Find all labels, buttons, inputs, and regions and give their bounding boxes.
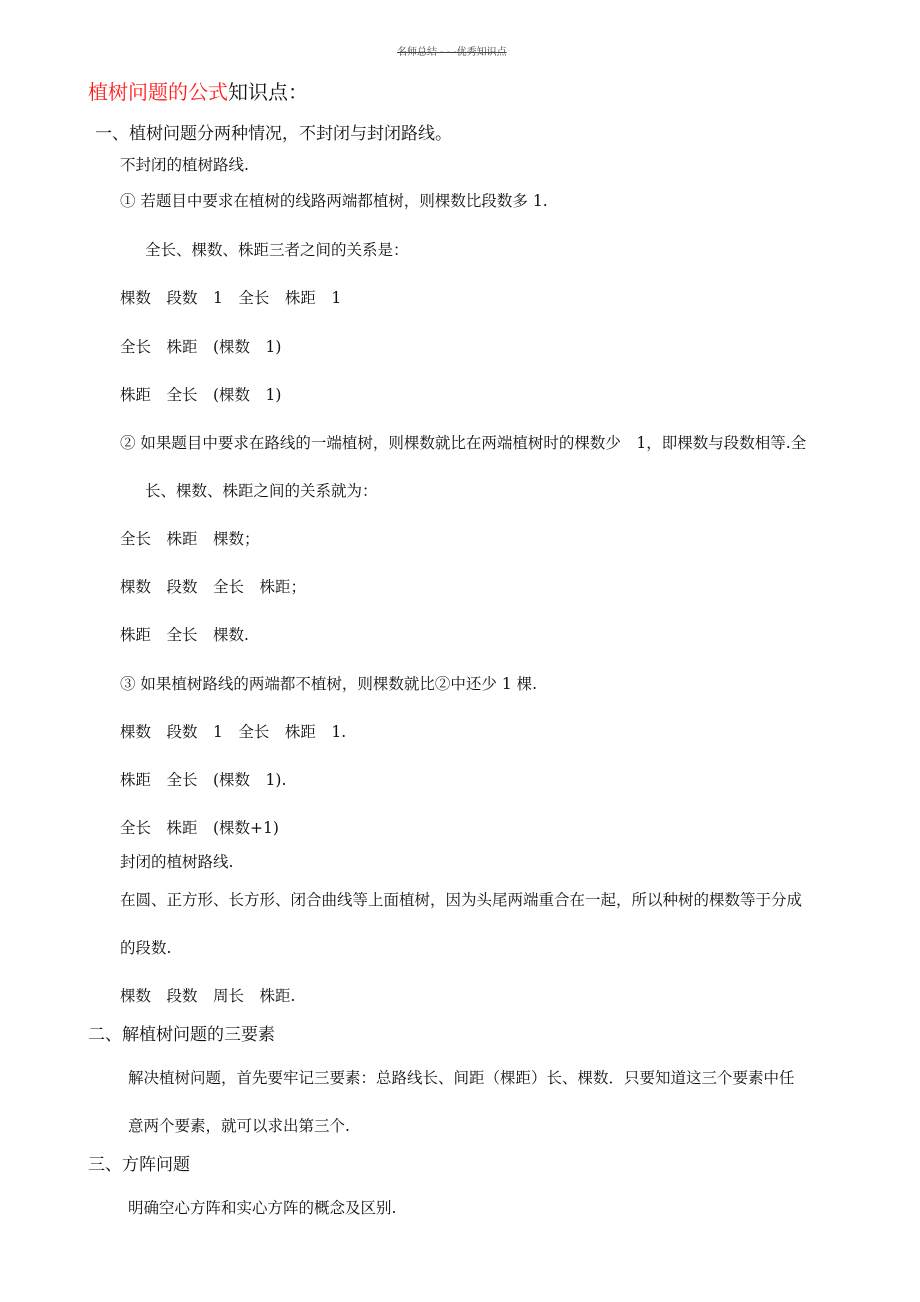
formula: 棵数 段数 1 全长 株距 1. (120, 723, 347, 741)
paragraph: 的段数. (120, 939, 172, 957)
page-header: 名师总结 - - -优秀知识点 (397, 47, 507, 58)
formula: 棵数 段数 周长 株距. (120, 987, 296, 1005)
paragraph: 意两个要素，就可以求出第三个. (128, 1117, 350, 1135)
section-heading-2: 二、解植树问题的三要素 (88, 1025, 275, 1045)
formula: 株距 全长 棵数. (120, 626, 249, 644)
formula: 株距 全长 (棵数 1). (120, 771, 287, 789)
section-heading-3: 三、方阵问题 (88, 1155, 190, 1175)
formula: 全长 株距 (棵数 1) (120, 338, 282, 356)
section-heading-1: 一、植树问题分两种情况，不封闭与封闭路线。 (95, 124, 452, 144)
formula: 全长 株距 (棵数+1) (120, 819, 279, 837)
formula: 株距 全长 (棵数 1) (120, 386, 282, 404)
paragraph: 明确空心方阵和实心方阵的概念及区别. (128, 1199, 397, 1217)
formula: 全长 株距 棵数； (120, 530, 260, 548)
paragraph: ③ 如果植树路线的两端都不植树，则棵数就比②中还少 1 棵. (120, 675, 538, 693)
formula: 棵数 段数 1 全长 株距 1 (120, 289, 342, 307)
document-title (88, 79, 308, 105)
subheading-closed-route: 封闭的植树路线. (120, 853, 234, 871)
paragraph: 解决植树问题，首先要牢记三要素：总路线长、间距（棵距）长、棵数．只要知道这三个要素中任 (128, 1069, 795, 1087)
paragraph: 在圆、正方形、长方形、闭合曲线等上面植树，因为头尾两端重合在一起，所以种树的棵数等于分成 (120, 891, 803, 909)
title-red-part: 植树问题的公式 (88, 80, 228, 104)
paragraph: 全长、棵数、株距三者之间的关系是： (145, 241, 409, 259)
paragraph: ① 若题目中要求在植树的线路两端都植树，则棵数比段数多 1. (120, 192, 548, 210)
subheading-open-route: 不封闭的植树路线. (120, 156, 249, 174)
title-black-part: 知识点： (228, 80, 308, 104)
paragraph: 长、棵数、株距之间的关系就为： (145, 482, 378, 500)
formula: 棵数 段数 全长 株距； (120, 578, 307, 596)
paragraph: ② 如果题目中要求在路线的一端植树，则棵数就比在两端植树时的棵数少 1，即棵数与段数相等.全 (120, 434, 807, 452)
